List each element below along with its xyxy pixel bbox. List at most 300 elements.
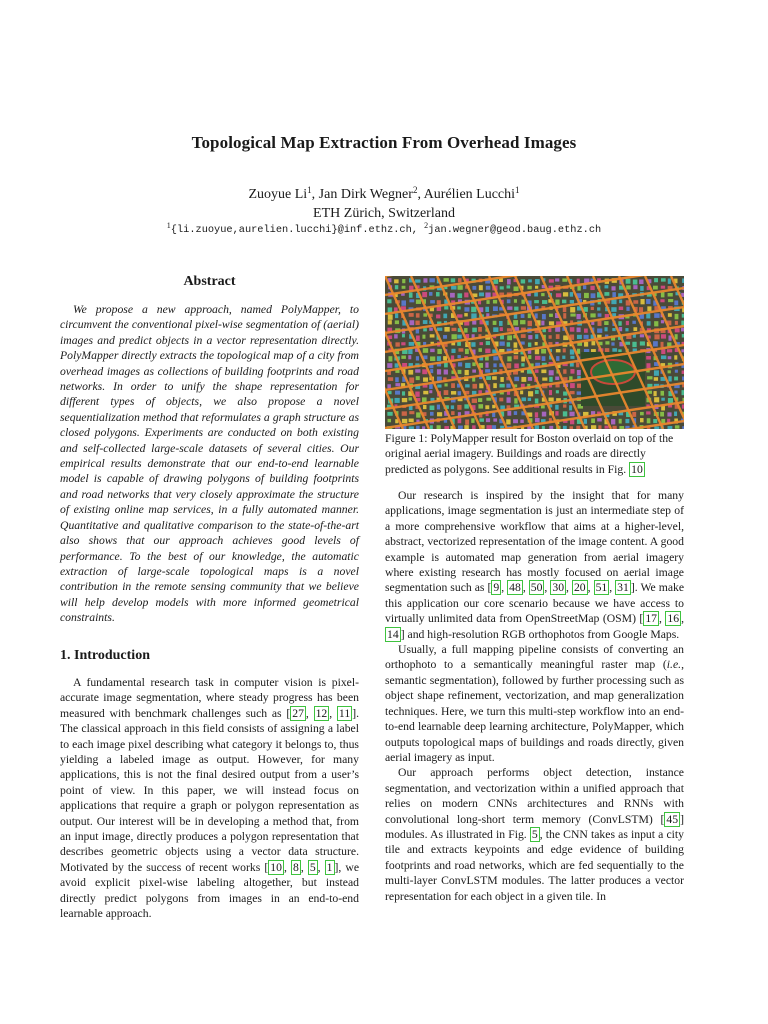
building-polygon	[472, 362, 475, 366]
building-polygon	[528, 279, 532, 282]
building-polygon	[451, 328, 456, 331]
building-polygon	[584, 293, 589, 298]
citation-link[interactable]: 8	[292, 860, 299, 874]
building-polygon	[535, 356, 540, 360]
building-polygon	[395, 383, 400, 386]
building-polygon	[535, 390, 539, 394]
building-polygon	[646, 411, 650, 414]
building-polygon	[570, 349, 574, 354]
building-polygon	[647, 391, 652, 394]
building-polygon	[478, 404, 483, 408]
building-polygon	[402, 419, 407, 423]
building-polygon	[423, 278, 427, 282]
building-polygon	[464, 425, 469, 429]
building-polygon	[408, 370, 413, 375]
building-polygon	[514, 299, 517, 303]
building-polygon	[437, 328, 442, 331]
building-polygon	[542, 356, 546, 361]
building-polygon	[479, 348, 482, 352]
building-polygon	[479, 342, 483, 345]
building-polygon	[605, 348, 609, 352]
building-polygon	[408, 349, 412, 354]
building-polygon	[576, 426, 580, 429]
building-polygon	[437, 384, 441, 387]
citation-link[interactable]: 5	[309, 860, 316, 874]
building-polygon	[485, 362, 488, 367]
building-polygon	[471, 307, 476, 312]
building-polygon	[422, 292, 427, 297]
building-polygon	[499, 278, 503, 282]
building-polygon	[535, 342, 538, 345]
building-polygon	[577, 370, 581, 375]
building-polygon	[409, 411, 414, 414]
building-polygon	[555, 299, 559, 304]
citation-link[interactable]: 27	[292, 706, 304, 720]
building-polygon	[556, 390, 559, 393]
building-polygon	[521, 300, 524, 304]
building-polygon	[457, 405, 461, 410]
building-polygon	[626, 307, 629, 311]
building-polygon	[416, 313, 420, 317]
citation-link[interactable]: 16	[667, 612, 680, 626]
building-polygon	[668, 376, 671, 381]
building-polygon	[535, 418, 540, 422]
building-polygon	[654, 278, 658, 282]
building-polygon	[457, 355, 460, 358]
building-polygon	[409, 397, 412, 400]
building-polygon	[549, 335, 552, 339]
author-name: Aurélien Lucchi	[423, 187, 516, 202]
building-polygon	[653, 286, 658, 290]
author-affiliation-mark: 1	[515, 185, 520, 195]
building-polygon	[429, 384, 433, 389]
building-polygon	[507, 299, 511, 303]
building-polygon	[584, 328, 588, 332]
building-polygon	[661, 286, 665, 289]
building-polygon	[590, 313, 595, 317]
building-polygon	[402, 411, 407, 416]
building-polygon	[674, 412, 677, 416]
building-polygon	[471, 342, 475, 347]
citation-link[interactable]: 9	[493, 581, 500, 595]
building-polygon	[646, 356, 651, 360]
building-polygon	[661, 349, 665, 354]
building-polygon	[479, 383, 483, 388]
building-polygon	[612, 328, 615, 331]
building-polygon	[542, 426, 545, 429]
building-polygon	[527, 286, 531, 290]
building-polygon	[542, 314, 546, 319]
text-run: Our research is inspired by the insight that for many applications, image segmentation is just an intermediate step of a more comprehensive workflow that aims at a higher-level, abstract, vectorized representation of the image content. A good example is automated map generation from aerial imagery where existing research has mostly focused on aerial image segmentation such as	[385, 489, 684, 595]
right-column-text	[385, 488, 684, 904]
building-polygon	[563, 391, 567, 395]
citation-link[interactable]: 30	[552, 581, 565, 595]
building-polygon	[549, 314, 553, 317]
building-polygon	[612, 426, 616, 429]
building-polygon	[668, 370, 671, 373]
building-polygon	[646, 363, 650, 368]
building-polygon	[472, 369, 476, 372]
building-polygon	[507, 335, 512, 340]
building-polygon	[430, 356, 435, 361]
building-polygon	[443, 335, 447, 339]
building-polygon	[562, 300, 566, 304]
email-link[interactable]: {li.zuoyue,aurelien.lucchi}@inf.ethz.ch,	[170, 224, 418, 236]
building-polygon	[549, 390, 552, 395]
building-polygon	[521, 363, 524, 366]
building-polygon	[570, 307, 575, 312]
building-polygon	[437, 369, 441, 374]
building-polygon	[464, 328, 467, 333]
building-polygon	[535, 279, 540, 284]
building-polygon	[402, 334, 405, 337]
building-polygon	[493, 279, 498, 284]
building-polygon	[486, 341, 490, 345]
building-polygon	[520, 320, 525, 324]
building-polygon	[570, 369, 574, 374]
building-polygon	[563, 348, 566, 352]
building-polygon	[464, 313, 468, 316]
building-polygon	[667, 412, 671, 416]
building-polygon	[430, 300, 435, 303]
building-polygon	[493, 383, 497, 388]
building-polygon	[443, 314, 447, 319]
building-polygon	[499, 349, 504, 352]
building-polygon	[654, 321, 658, 326]
building-polygon	[401, 356, 406, 359]
building-polygon	[591, 425, 596, 429]
building-polygon	[577, 286, 580, 291]
building-polygon	[478, 398, 482, 402]
building-polygon	[674, 300, 678, 305]
building-polygon	[514, 286, 519, 291]
citation-link[interactable]: 11	[338, 706, 351, 720]
building-polygon	[626, 321, 629, 325]
building-polygon	[437, 300, 441, 304]
building-polygon	[485, 369, 490, 372]
building-polygon	[394, 334, 398, 338]
building-polygon	[507, 411, 511, 416]
figure-link[interactable]: 5	[531, 827, 538, 841]
building-polygon	[675, 321, 678, 325]
paper-title: Topological Map Extraction From Overhead Images	[191, 133, 577, 152]
text-run-italic: i.e.	[666, 658, 682, 672]
building-polygon	[507, 279, 511, 284]
building-polygon	[465, 384, 470, 387]
email-mark: 1	[166, 221, 171, 230]
building-polygon	[576, 314, 580, 319]
building-polygon	[451, 355, 454, 360]
section-heading-introduction: 1. Introduction	[60, 648, 150, 663]
building-polygon	[598, 313, 602, 316]
citation-link[interactable]: 31	[617, 581, 629, 595]
building-polygon	[416, 426, 420, 429]
building-polygon	[451, 349, 455, 353]
building-polygon	[507, 285, 511, 288]
building-polygon	[430, 349, 434, 352]
author-name: Jan Dirk Wegner	[318, 187, 413, 202]
building-polygon	[626, 285, 631, 289]
building-polygon	[611, 342, 614, 345]
building-polygon	[444, 327, 449, 332]
building-polygon	[654, 377, 658, 381]
building-polygon	[521, 377, 526, 382]
citation-link[interactable]: 20	[573, 581, 586, 595]
building-polygon	[640, 412, 644, 415]
citation-link[interactable]: 48	[509, 581, 521, 595]
building-polygon	[591, 293, 596, 298]
building-polygon	[674, 355, 677, 359]
building-polygon	[507, 328, 512, 331]
building-polygon	[570, 383, 575, 388]
building-polygon	[660, 412, 664, 417]
building-polygon	[619, 419, 622, 424]
building-polygon	[633, 285, 637, 289]
text-run: , the CNN takes as input a city tile and extracts keypoints and edge evidence of building footprints and road networks, which are fed sequentially to the multi-layer ConvLSTM modules. The latter produces a vector representation for each object in a given tile. In	[385, 827, 684, 903]
building-polygon	[661, 278, 666, 281]
building-polygon	[457, 342, 461, 346]
building-polygon	[549, 426, 553, 429]
building-polygon	[388, 391, 392, 394]
building-polygon	[625, 419, 629, 423]
building-polygon	[541, 369, 546, 373]
building-polygon	[458, 391, 461, 395]
building-polygon	[598, 425, 601, 429]
building-polygon	[429, 292, 432, 296]
building-polygon	[569, 405, 572, 410]
building-polygon	[436, 292, 440, 296]
building-polygon	[409, 320, 414, 325]
figure-link[interactable]: 10	[631, 462, 643, 476]
body-paragraph	[385, 642, 684, 765]
building-polygon	[584, 342, 588, 347]
building-polygon	[423, 405, 426, 409]
citation-link[interactable]: 50	[530, 581, 543, 595]
citation-link[interactable]: 51	[595, 581, 608, 595]
building-polygon	[499, 398, 503, 402]
caption-text: Figure 1: PolyMapper result for Boston overlaid on top of the original aerial imagery. Buildings and roads are directly predicted as polygons. See additional results in Fig.	[385, 432, 674, 476]
building-polygon	[556, 349, 561, 352]
building-polygon	[430, 405, 435, 410]
building-polygon	[570, 391, 575, 394]
building-polygon	[472, 321, 476, 325]
building-polygon	[604, 327, 607, 331]
building-polygon	[422, 335, 425, 339]
building-polygon	[681, 328, 684, 332]
building-polygon	[444, 390, 449, 395]
building-polygon	[450, 293, 455, 298]
building-polygon	[548, 328, 551, 332]
building-polygon	[535, 349, 539, 354]
building-polygon	[388, 307, 392, 312]
text-run: Usually, a full mapping pipeline consists of converting an orthophoto to a semantically meaningful raster map (	[385, 643, 684, 672]
building-polygon	[465, 370, 469, 375]
building-polygon	[542, 300, 547, 304]
building-polygon	[668, 299, 673, 302]
building-polygon	[541, 405, 545, 408]
building-polygon	[416, 300, 421, 304]
building-polygon	[668, 356, 672, 359]
building-polygon	[485, 349, 490, 354]
building-polygon	[387, 363, 392, 368]
building-polygon	[395, 377, 399, 382]
building-polygon	[465, 419, 469, 424]
building-polygon	[457, 285, 462, 290]
building-polygon	[507, 306, 512, 309]
building-polygon	[422, 369, 427, 374]
building-polygon	[499, 341, 504, 345]
building-polygon	[556, 293, 561, 297]
building-polygon	[611, 286, 615, 290]
building-polygon	[500, 286, 504, 289]
aerial-map-graphic	[385, 276, 684, 429]
building-polygon	[395, 320, 399, 324]
building-polygon	[457, 314, 462, 317]
building-polygon	[549, 279, 554, 282]
building-polygon	[409, 419, 414, 423]
building-polygon	[640, 341, 645, 345]
building-polygon	[395, 285, 398, 289]
building-polygon	[472, 425, 476, 429]
figure-aerial-image	[385, 276, 684, 429]
building-polygon	[654, 334, 659, 339]
building-polygon	[471, 313, 476, 318]
citation-link[interactable]: 17	[645, 612, 658, 626]
building-polygon	[416, 376, 420, 380]
building-polygon	[409, 342, 414, 346]
building-polygon	[604, 292, 609, 296]
email-link[interactable]: jan.wegner@geod.baug.ethz.ch	[428, 224, 602, 236]
building-polygon	[528, 321, 532, 326]
building-polygon	[423, 377, 428, 381]
building-polygon	[451, 411, 454, 415]
building-polygon	[591, 307, 594, 310]
building-polygon	[668, 313, 672, 317]
building-polygon	[402, 286, 406, 289]
citation-link[interactable]: 12	[315, 706, 328, 720]
building-polygon	[395, 313, 398, 318]
citation-link[interactable]: 1	[326, 860, 333, 874]
building-polygon	[472, 286, 476, 290]
building-polygon	[528, 342, 531, 346]
building-polygon	[416, 412, 420, 417]
building-polygon	[443, 356, 447, 360]
building-polygon	[430, 369, 433, 373]
building-polygon	[625, 342, 630, 345]
building-polygon	[429, 328, 433, 331]
building-polygon	[423, 320, 428, 324]
building-polygon	[423, 328, 427, 331]
building-polygon	[408, 355, 411, 359]
building-polygon	[514, 377, 519, 381]
building-polygon	[597, 418, 602, 421]
text-run: A fundamental research task in computer vision is pixel-accurate image segmentation, where steady progress has been measured with benchmark challenges such as	[60, 676, 359, 720]
citation-link[interactable]: 45	[666, 812, 679, 826]
building-polygon	[493, 300, 497, 304]
building-polygon	[486, 425, 491, 429]
building-polygon	[499, 384, 504, 388]
building-polygon	[604, 285, 608, 288]
abstract-text: We propose a new approach, named PolyMapper, to circumvent the conventional pixel-wise segmentation of (aerial) images and predict objects in a vector representation directly. PolyMapper directly extracts the topological map of a city from overhead images as collections of building footprints and road networks. In order to unify the shape representation for different types of objects, we also propose a novel sequentialization method that reformulates a graph structure as closed polygons. Experiments are conducted on both existing and self-collected large-scale datasets of several cities. Our empirical results demonstrate that our end-to-end learnable model is capable of drawing polygons of building footprints and road networks that very closely approximate the structure of existing online map services, in a fully automated manner. Quantitative and qualitative comparison to the state-of-the-art also shows that our approach achieves good levels of performance. To the best of our knowledge, the automatic extraction of large-scale topological maps is a novel contribution in the remote sensing community that we believe will help develop models with more informed geometrical constraints.	[60, 303, 359, 625]
building-polygon	[429, 390, 432, 393]
author-emails	[0, 221, 768, 236]
building-polygon	[422, 426, 425, 429]
building-polygon	[437, 405, 440, 410]
building-polygon	[562, 278, 567, 281]
building-polygon	[675, 314, 679, 319]
text-run: . We make this application our core scenario because we have access to virtually unlimited data from OpenStreetMap (OSM)	[385, 581, 685, 626]
building-polygon	[387, 384, 391, 388]
building-polygon	[653, 341, 658, 346]
building-polygon	[514, 398, 517, 403]
building-polygon	[660, 391, 664, 396]
citation-link[interactable]: 14	[387, 627, 399, 641]
building-polygon	[535, 412, 538, 417]
building-polygon	[401, 300, 406, 305]
building-polygon	[563, 404, 566, 407]
citation-link[interactable]: 10	[270, 860, 282, 874]
building-polygon	[577, 279, 580, 284]
building-polygon	[507, 342, 510, 347]
building-polygon	[633, 300, 638, 304]
building-polygon	[521, 279, 525, 283]
building-polygon	[640, 286, 644, 291]
building-polygon	[486, 418, 490, 422]
building-polygon	[458, 418, 462, 423]
building-polygon	[668, 426, 673, 429]
affiliation: ETH Zürich, Switzerland	[313, 206, 455, 221]
building-polygon	[499, 321, 503, 326]
building-polygon	[464, 404, 468, 408]
building-polygon	[584, 419, 587, 424]
building-polygon	[479, 285, 483, 290]
building-polygon	[563, 292, 568, 296]
building-polygon	[597, 328, 602, 332]
building-polygon	[500, 405, 505, 409]
building-polygon	[675, 370, 678, 373]
building-polygon	[478, 327, 482, 332]
building-polygon	[471, 418, 474, 423]
building-polygon	[493, 306, 498, 311]
building-polygon	[681, 349, 684, 352]
body-paragraph: Our approach performs object detection, instance segmentation, and vectorization within a unified approach that relies on modern CNNs architectures and RNNs with convolutional long-short term memory (ConvLSTM) [ 45 ] modules. As illustrated in Fig. 5 , the CNN takes as input a city tile and extracts keypoints and edge evidence of building footprints and road networks, which are fed sequentially to the multi-layer ConvLSTM modules. The latter produces a vector representation for each object in a given tile. In	[385, 766, 684, 903]
building-polygon	[528, 355, 531, 359]
building-polygon	[437, 349, 441, 354]
building-polygon	[437, 412, 442, 416]
building-polygon	[409, 377, 414, 382]
building-polygon	[555, 405, 558, 410]
building-polygon	[576, 362, 579, 367]
building-polygon	[619, 307, 623, 310]
building-polygon	[590, 286, 594, 290]
building-polygon	[682, 334, 684, 337]
building-polygon	[506, 384, 510, 388]
building-polygon	[409, 299, 414, 302]
building-polygon	[451, 391, 456, 395]
building-polygon	[542, 377, 547, 380]
building-polygon	[611, 307, 616, 312]
text-run: , semantic segmentation), followed by further processing such as object shape refinement, vectorization, and map generalization techniques. Here, we turn this multi-step workflow into an end-to-end learnable deep learning architecture, PolyMapper, which outputs topological maps of buildings and roads directly, given aerial imagery as input.	[385, 658, 684, 764]
building-polygon	[660, 299, 664, 302]
author-block: Zuoyue Li$^1$, Jan Dirk Wegner$^2$, Aurélien Lucchi$^1$ ETH Zürich, Switzerland	[248, 185, 520, 221]
building-polygon	[625, 328, 628, 331]
text-run: Our approach performs object detection, instance segmentation, and vectorization within a unified approach that relies on modern CNNs architectures and RNNs with convolutional long-short term memory (ConvLSTM)	[385, 766, 684, 826]
building-polygon	[661, 292, 665, 297]
text-run: modules. As illustrated in Fig.	[385, 827, 530, 841]
building-polygon	[668, 398, 673, 403]
building-polygon	[535, 398, 539, 403]
building-polygon	[451, 286, 456, 290]
